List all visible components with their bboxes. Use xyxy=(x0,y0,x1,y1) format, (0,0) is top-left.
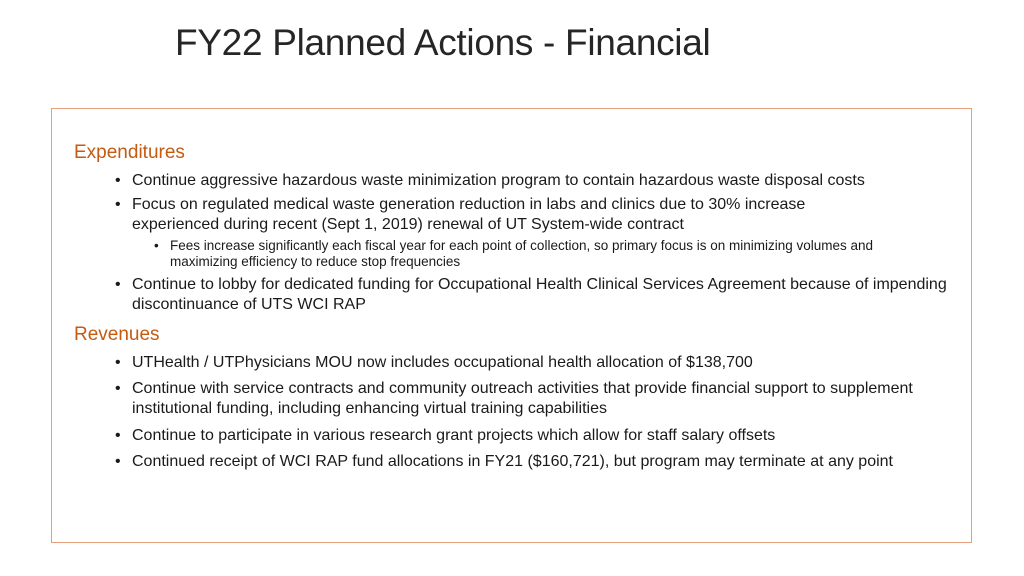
list-item xyxy=(115,353,952,373)
list-item xyxy=(115,275,952,315)
bullet-icon: • xyxy=(115,354,121,371)
bullet-text: Continue to lobby for dedicated funding for Occupational Health Clinical Services Agreement because of impending discontinuance of UTS WCI RAP xyxy=(132,276,947,313)
bullet-icon: • xyxy=(154,238,159,253)
bullet-icon: • xyxy=(115,172,121,189)
bullet-text: UTHealth / UTPhysicians MOU now includes occupational health allocation of $138,700 xyxy=(132,354,753,371)
bullet-text: Focus on regulated medical waste generation reduction in labs and clinics due to 30% increase experienced during recent (Sept 1, 2019) renewal of UT System-wide contract xyxy=(132,196,806,233)
list-item xyxy=(115,171,952,191)
bullet-icon: • xyxy=(115,380,121,397)
bullet-text: Continue aggressive hazardous waste minimization program to contain hazardous waste disposal costs xyxy=(132,172,865,189)
section-heading-expenditures: Expenditures xyxy=(74,142,185,163)
list-item xyxy=(115,379,932,419)
list-item xyxy=(115,426,952,446)
bullet-icon: • xyxy=(115,453,121,470)
bullet-icon: • xyxy=(115,276,121,293)
content-box xyxy=(51,108,972,543)
list-item xyxy=(115,452,952,472)
list-item xyxy=(115,195,892,235)
bullet-icon: • xyxy=(115,196,121,213)
bullet-icon: • xyxy=(115,427,121,444)
page-title: FY22 Planned Actions - Financial xyxy=(175,22,711,63)
bullet-text: Fees increase significantly each fiscal year for each point of collection, so primary focus is on minimizing volumes and maximizing efficiency to reduce stop frequencies xyxy=(170,238,874,269)
bullet-text: Continue to participate in various research grant projects which allow for staff salary offsets xyxy=(132,427,776,444)
bullet-text: Continued receipt of WCI RAP fund allocations in FY21 ($160,721), but program may terminate at any point xyxy=(132,453,893,470)
sub-list-item xyxy=(154,238,910,270)
section-heading-revenues: Revenues xyxy=(74,324,160,345)
bullet-text: Continue with service contracts and community outreach activities that provide financial support to supplement institutional funding, including enhancing virtual training capabilities xyxy=(132,380,913,417)
